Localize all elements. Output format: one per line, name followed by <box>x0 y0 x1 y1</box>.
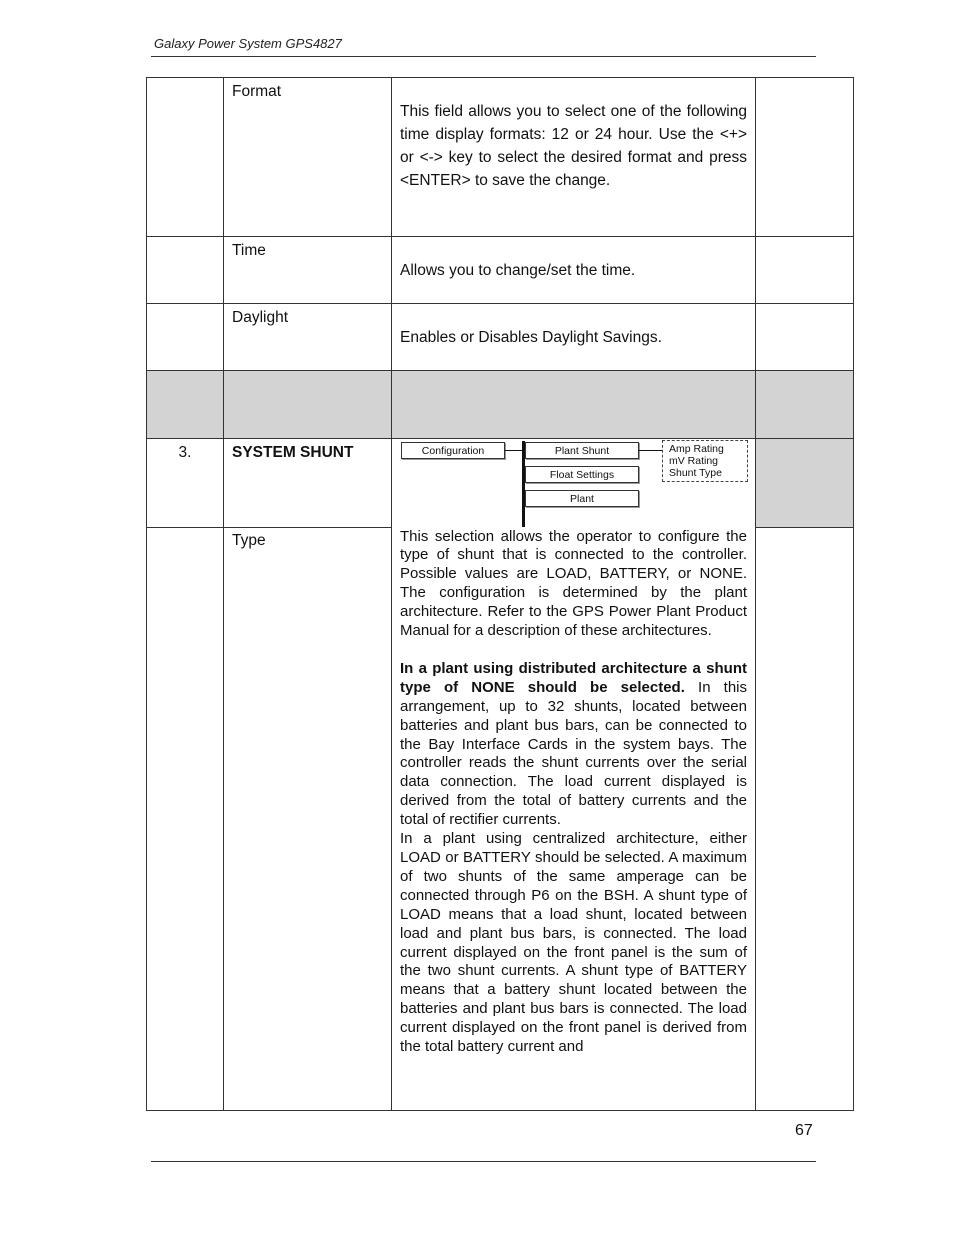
table-row <box>147 528 854 1111</box>
number-cell <box>147 78 224 237</box>
parameter-description: Allows you to change/set the time. <box>400 262 636 279</box>
section-number: 3. <box>178 444 192 461</box>
notes-cell <box>756 237 854 304</box>
section-title: SYSTEM SHUNT <box>232 444 354 461</box>
notes-cell <box>756 304 854 371</box>
submenu-item-mv-rating: mV Rating <box>669 455 719 467</box>
running-header: Galaxy Power System GPS4827 <box>154 36 342 51</box>
parameter-name-cell <box>224 528 392 1111</box>
shaded-cell <box>147 371 224 439</box>
description-cell <box>392 237 756 304</box>
header-rule <box>151 56 816 57</box>
page-number: 67 <box>795 1122 813 1139</box>
section-number-cell <box>147 439 224 528</box>
menu-box-configuration: Configuration <box>401 442 505 459</box>
table-row <box>147 78 854 237</box>
paragraph-text: In this arrangement, up to 32 shunts, located between batteries and plant bus bars, can be connected to the Bay Interface Cards in the system bays. The controller reads the shunt currents over the serial data connection. The load current displayed is derived from the total of battery currents and the total of rectifier currents. <box>400 678 748 829</box>
parameter-name-cell <box>224 78 392 237</box>
connector-line <box>639 450 662 451</box>
description-cell <box>392 78 756 237</box>
paragraph: In a plant using centralized architecture, either LOAD or BATTERY should be selected. A maximum of two shunts of the same amperage can be connected through P6 on the BSH. A shunt type of LOAD means that a load shunt, located between load and plant bus bars, is connected. The load current displayed on the front panel is the sum of the two shunt currents. A shunt type of BATTERY means that a battery shunt located between the batteries and plant bus bars is connected. The load current displayed on the front panel is derived from the total battery current and <box>400 830 747 1056</box>
notes-cell <box>756 528 854 1111</box>
parameter-table <box>146 77 854 1111</box>
menu-box-plant: Plant <box>525 490 639 507</box>
parameter-name: Type <box>232 532 266 549</box>
shaded-cell <box>756 439 854 528</box>
submenu-box-shunt-items <box>662 440 748 482</box>
paragraph <box>400 660 747 830</box>
shaded-cell <box>392 371 756 439</box>
section-header-row <box>147 439 854 528</box>
number-cell <box>147 528 224 1111</box>
section-title-cell <box>224 439 392 528</box>
parameter-name: Format <box>232 83 282 100</box>
parameter-description: Enables or Disables Daylight Savings. <box>400 329 662 346</box>
parameter-name: Time <box>232 242 266 259</box>
notes-cell <box>756 78 854 237</box>
parameter-description: This field allows you to select one of the following time display formats: 12 or 24 hour. Use the <+> or <-> key to select the desired format and press <ENTER> to save the change. <box>400 103 747 189</box>
menu-box-float-settings: Float Settings <box>525 466 639 483</box>
menu-tree-diagram <box>392 439 755 527</box>
parameter-name-cell <box>224 304 392 371</box>
table-row <box>147 304 854 371</box>
submenu-item-shunt-type: Shunt Type <box>669 467 722 479</box>
parameter-name: Daylight <box>232 309 288 326</box>
submenu-item-amp-rating: Amp Rating <box>669 443 724 455</box>
parameter-name-cell <box>224 237 392 304</box>
description-cell <box>392 528 756 1111</box>
shaded-cell <box>224 371 392 439</box>
menu-diagram-cell <box>392 439 756 528</box>
table-row <box>147 237 854 304</box>
paragraph-spacer <box>400 641 747 660</box>
type-description <box>392 528 755 1057</box>
description-cell <box>392 304 756 371</box>
paragraph: This selection allows the operator to configure the type of shunt that is connected to the controller. Possible values are LOAD, BATTERY, or NONE. The configuration is determined by the plant architecture. Refer to the GPS Power Plant Product Manual for a description of these architectures. <box>400 527 747 640</box>
section-separator-row <box>147 371 854 439</box>
emphasis-text: In a plant using distributed architecture a shunt type of NONE should be selected. <box>400 659 747 696</box>
shaded-cell <box>756 371 854 439</box>
footer-rule <box>151 1161 816 1162</box>
number-cell <box>147 237 224 304</box>
number-cell <box>147 304 224 371</box>
menu-box-plant-shunt: Plant Shunt <box>525 442 639 459</box>
